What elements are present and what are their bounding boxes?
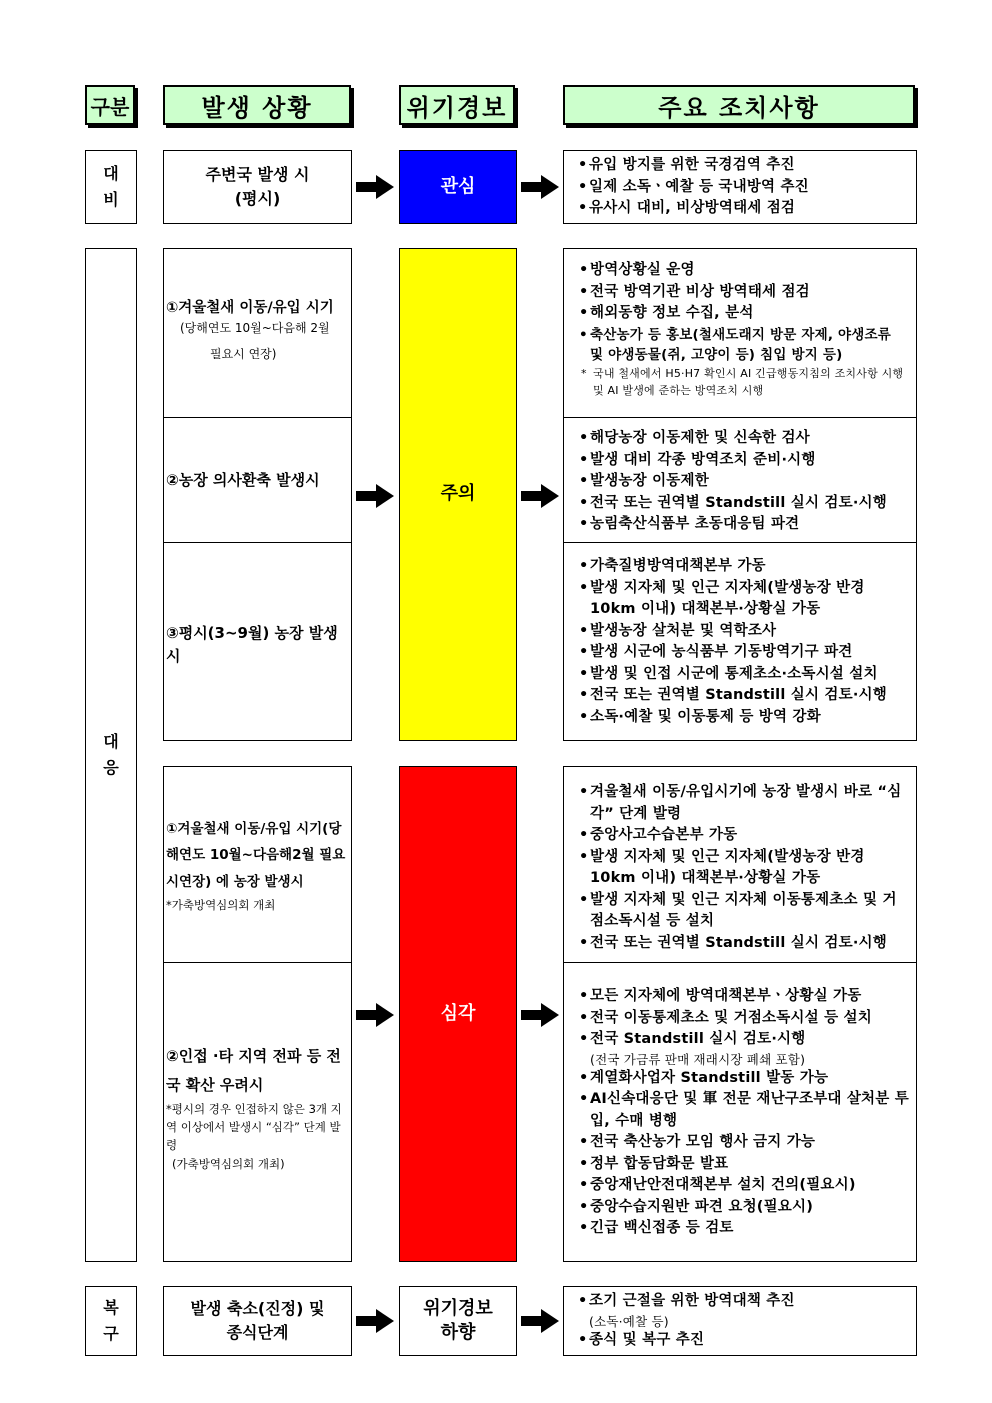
situation-sub: 필요시 연장): [210, 347, 277, 362]
action-sub: (소독·예찰 등): [589, 1313, 669, 1329]
action-item: • 중앙수습지원반 파견 요청(필요시): [579, 1197, 909, 1219]
alert-level-caution: 주의: [399, 248, 517, 741]
action-text: 조기 근절을 위한 방역대책 추진: [589, 1293, 795, 1309]
actions-severe-1: [565, 776, 915, 954]
alert-line: 하향: [440, 1322, 476, 1343]
action-item: • 가축질병방역대책본부 가동: [579, 556, 909, 578]
arrow-right-icon: [521, 484, 561, 508]
action-sub: (전국 가금류 판매 재래시장 폐쇄 포함): [590, 1051, 806, 1067]
alert-level-severe: 심각: [399, 766, 517, 1262]
situation-line: (평시): [234, 189, 281, 208]
situation-title: ①겨울철새 이동/유입 시기(당해연도 10월~다음해2월 필요시연장) 에 농장 발생시: [166, 821, 346, 890]
actions-recover: [563, 1286, 917, 1356]
situation-title: ①겨울철새 이동/유입 시기: [166, 300, 334, 316]
action-item: • 발생 지자체 및 인근 지자체(발생농장 반경 10km 이내) 대책본부·상황실 가동: [579, 578, 909, 621]
actions-prepare: [563, 150, 917, 224]
alert-level-interest: 관심: [399, 150, 517, 224]
action-item: • 농림축산식품부 초동대응팀 파견: [579, 514, 909, 536]
action-item: • 발생 지자체 및 인근 지자체 이동통제초소 및 거점소독시설 등 설치: [579, 890, 909, 933]
divider: [563, 542, 917, 543]
action-item: • 발생 대비 각종 방역조치 준비·시행: [579, 450, 909, 472]
label-char: 응: [103, 758, 119, 777]
section-label-recover: [85, 1286, 137, 1356]
action-item: • 축산농가 등 홍보(철새도래지 방문 자제, 야생조류 및 야생동물(쥐, 고양이 등) 침입 방지 등): [579, 325, 909, 365]
situation-severe-2: [166, 1042, 350, 1174]
action-item: • AI신속대응단 및 軍 전문 재난구조부대 살처분 투입, 수매 병행: [579, 1089, 909, 1132]
header-category: 구분: [85, 85, 135, 125]
section-label-prepare: [85, 150, 137, 224]
actions-caution-3: [565, 550, 915, 728]
label-char: 비: [103, 190, 119, 209]
action-item: • 해외동향 정보 수집, 분석: [579, 303, 909, 325]
action-item: • 유사시 대비, 비상방역태세 점검: [578, 198, 910, 220]
action-item: • 계열화사업자 Standstill 발동 가능: [579, 1068, 909, 1090]
header-actions: 주요 조치사항: [563, 85, 915, 125]
situation-note: (가축방역심의회 개최): [172, 1157, 285, 1172]
arrow-right-icon: [356, 1003, 396, 1027]
situation-title: ②인접 ·타 지역 전파 등 전국 확산 우려시: [166, 1047, 341, 1094]
action-item: • 중앙사고수습본부 가동: [579, 825, 909, 847]
arrow-right-icon: [521, 175, 561, 199]
situation-line: 종식단계: [226, 1323, 289, 1342]
alert-line: 위기경보: [423, 1297, 493, 1319]
arrow-right-icon: [521, 1003, 561, 1027]
situation-caution-1: [166, 298, 350, 363]
actions-caution-1: [565, 254, 915, 399]
label-char: 대: [103, 164, 119, 184]
action-item: • 종식 및 복구 추진: [578, 1330, 910, 1352]
arrow-right-icon: [356, 484, 396, 508]
action-item: • 발생농장 살처분 및 역학조사: [579, 621, 909, 643]
action-item: • 해당농장 이동제한 및 신속한 검사: [579, 428, 909, 450]
situation-prepare: [163, 150, 352, 224]
situation-severe-1: [166, 816, 350, 915]
divider: [563, 962, 917, 963]
header-situation: 발생 상황: [163, 85, 351, 125]
situation-line: 주변국 발생 시: [205, 165, 310, 184]
action-item: • 방역상황실 운영: [579, 260, 909, 282]
action-item: • 발생 시군에 농식품부 기동방역기구 파견: [579, 642, 909, 664]
action-text: 전국 Standstill 실시 검토·시행: [590, 1031, 806, 1047]
action-item: • 일제 소독ㆍ예찰 등 국내방역 추진: [578, 177, 910, 199]
situation-note: *가축방역심의회 개최: [166, 897, 276, 912]
action-item: • 전국 또는 권역별 Standstill 실시 검토·시행: [579, 933, 909, 955]
action-item: • 전국 방역기관 비상 방역태세 점검: [579, 282, 909, 304]
action-item: • 유입 방지를 위한 국경검역 추진: [578, 155, 910, 177]
action-item: • 겨울철새 이동/유입시기에 농장 발생시 바로 “심각” 단계 발령: [579, 782, 909, 825]
action-item: • 모든 지자체에 방역대책본부ㆍ상황실 가동: [579, 986, 909, 1008]
alert-level-lowered: [399, 1286, 517, 1356]
action-item: [578, 1291, 910, 1330]
action-item: • 소독·예찰 및 이동통제 등 방역 강화: [579, 707, 909, 729]
arrow-right-icon: [356, 1309, 396, 1333]
action-item: • 전국 또는 권역별 Standstill 실시 검토·시행: [579, 685, 909, 707]
action-item: • 정부 합동담화문 발표: [579, 1154, 909, 1176]
action-item: • 전국 축산농가 모임 행사 금지 가능: [579, 1132, 909, 1154]
action-item: • 전국 이동통제초소 및 거점소독시설 등 설치: [579, 1008, 909, 1030]
divider: [163, 417, 352, 418]
label-char: 구: [103, 1324, 119, 1343]
situation-recover: [163, 1286, 352, 1356]
arrow-right-icon: [356, 175, 396, 199]
section-label-respond: [85, 248, 137, 1262]
action-item: • 중앙재난안전대책본부 설치 건의(필요시): [579, 1175, 909, 1197]
situation-line: 발생 축소(진정) 및: [190, 1299, 325, 1318]
arrow-right-icon: [521, 1309, 561, 1333]
header-alert: 위기경보: [399, 85, 515, 125]
divider: [163, 542, 352, 543]
divider: [163, 962, 352, 963]
action-item: • 발생 지자체 및 인근 지자체(발생농장 반경 10km 이내) 대책본부·상황실 가동: [579, 847, 909, 890]
label-char: 대: [103, 732, 119, 752]
label-char: 복: [103, 1298, 119, 1318]
situation-caution-2: ②농장 의사환축 발생시: [166, 471, 320, 489]
actions-caution-2: [565, 422, 915, 536]
actions-severe-2: [565, 980, 915, 1240]
action-footnote: * 국내 철새에서 H5·H7 확인시 AI 긴급행동지침의 조치사항 시행 및 AI 발생에 준하는 방역조치 시행: [579, 365, 909, 399]
situation-note: *평시의 경우 인접하지 않은 3개 지역 이상에서 발생시 “심각” 단계 발령: [166, 1102, 342, 1152]
action-item: • 전국 또는 권역별 Standstill 실시 검토·시행: [579, 493, 909, 515]
action-item: • 발생 및 인접 시군에 통제초소·소독시설 설치: [579, 664, 909, 686]
divider: [563, 417, 917, 418]
situation-sub: (당해연도 10월~다음해 2월: [180, 321, 330, 336]
action-item: [579, 1029, 909, 1068]
situation-caution-3: ③평시(3~9월) 농장 발생시: [166, 624, 338, 666]
action-item: • 긴급 백신접종 등 검토: [579, 1218, 909, 1240]
action-item: • 발생농장 이동제한: [579, 471, 909, 493]
